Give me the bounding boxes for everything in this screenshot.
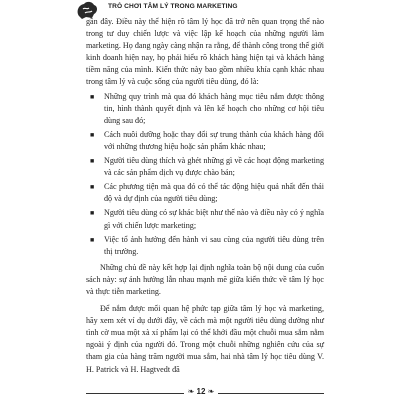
list-item — [86, 129, 324, 153]
list-item-text: Cách nuôi dưỡng hoặc thay đổi sự trung thành của khách hàng đối với những thương hiệu hoặc sản phẩm khác nhau; — [104, 129, 324, 151]
intro-paragraph: gần đây. Điều này thể hiện rõ tâm lý học đã trở nên quan trọng thế nào trong tư duy chiến lược và việc lập kế hoạch của những người làm marketing. Họ đang ngày càng nhận ra rằng, để thành công trong thế giới kinh doanh hiện nay, họ phải hiểu rõ khách hàng hiện tại và khách hàng tiềm năng của mình. Kiến thức này bao gồm nhiều khía cạnh khác nhau trong tâm lý và cuộc sống của người tiêu dùng, đó là: — [86, 17, 324, 87]
footer-rule-left — [86, 393, 184, 394]
bullet-icon: ■ — [90, 183, 95, 192]
list-item — [86, 207, 324, 231]
list-item-text: Các phương tiện mà qua đó có thể tác động hiệu quả nhất đến thái độ và dự định của người tiêu dùng; — [104, 182, 324, 204]
paragraph-example: Để nắm được mối quan hệ phức tạp giữa tâm lý học và marketing, hãy xem xét ví dụ dưới đây, về cách mà một người tiêu dùng dường như tình cờ mua một xà xí phẩm lại có thể khởi đầu một chuỗi mua sắm nằm ngoài ý định của người đó. Trong một chuỗi những nghiên cứu của sự tham gia của hàng trăm người mua sắm, hai nhà tâm lý học tiêu dùng V. H. Patrick và H. Hagtvedt đã — [86, 304, 324, 374]
bullet-icon: ■ — [90, 235, 95, 244]
paragraph-summary: Những chủ đề này kết hợp lại định nghĩa toàn bộ nội dung của cuốn sách này: sự ảnh hưởng lẫn nhau mạnh mẽ giữa kiến thức về tâm lý học và thực tiễn marketing. — [86, 262, 324, 296]
body-text — [86, 16, 324, 376]
bullet-icon: ■ — [90, 92, 95, 101]
bullet-icon: ■ — [90, 130, 95, 139]
running-header: TRÒ CHƠI TÂM LÝ TRONG MARKETING — [108, 3, 238, 10]
footer-rule-right — [218, 393, 324, 394]
list-item-text: Việc tổ ảnh hưởng đến hành vi sau cùng của người tiêu dùng trên thị trường. — [104, 234, 324, 256]
list-item — [86, 181, 324, 205]
list-item-text: Người tiêu dùng có sự khác biệt như thế nào và điều này có ý nghĩa gì với chiến lược marketing; — [104, 208, 324, 230]
list-item — [86, 91, 324, 127]
bullet-list — [86, 91, 324, 258]
page-number-value: 12 — [196, 387, 206, 396]
page-number: ❧ 12 ❧ — [187, 387, 215, 396]
list-item — [86, 234, 324, 258]
bullet-icon: ■ — [90, 209, 95, 218]
bullet-icon: ■ — [90, 157, 95, 166]
list-item-text: Người tiêu dùng thích và ghét những gì về các hoạt động marketing và các sản phẩm dịch vụ được chào bán; — [104, 156, 324, 178]
list-item-text: Những quy trình mà qua đó khách hàng mục tiêu nắm được thông tin, hình thành quyết định và lên kế hoạch cho những cơ hội tiêu dùng sau đó; — [104, 91, 324, 125]
list-item — [86, 155, 324, 179]
